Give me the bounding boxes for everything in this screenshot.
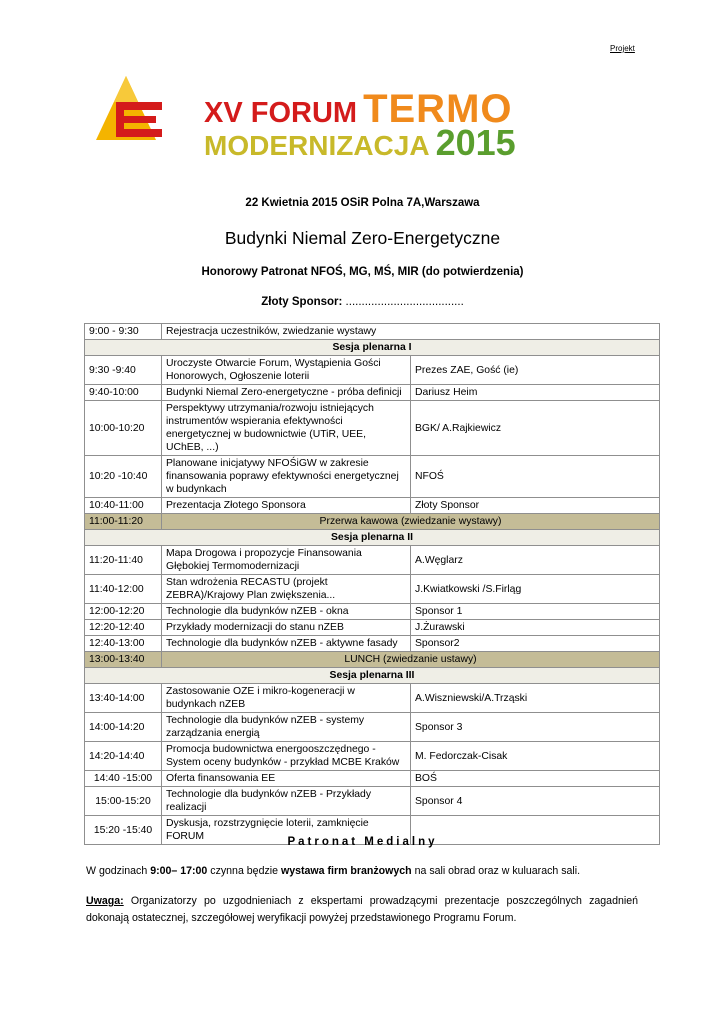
program-table xyxy=(84,323,660,845)
logo-line2-b: 2015 xyxy=(435,122,516,163)
time-cell: 9:00 - 9:30 xyxy=(85,324,162,340)
time-cell: 11:00-11:20 xyxy=(85,514,162,530)
logo-line1-a: XV FORUM xyxy=(204,97,358,129)
session-header: Sesja plenarna III xyxy=(85,668,660,684)
time-cell: 10:40-11:00 xyxy=(85,498,162,514)
gold-sponsor-line xyxy=(0,296,725,308)
organizer-note xyxy=(86,893,638,927)
topic-cell: Przykłady modernizacji do stanu nZEB xyxy=(162,620,411,636)
time-cell: 14:00-14:20 xyxy=(85,713,162,742)
table-row xyxy=(85,787,660,816)
topic-cell: Technologie dla budynków nZEB - okna xyxy=(162,604,411,620)
forum-logo xyxy=(92,72,522,172)
session-header: Sesja plenarna I xyxy=(85,340,660,356)
topic-cell: Promocja budownictwa energooszczędnego -System oceny budynków - przykład MCBE Kraków xyxy=(162,742,411,771)
break-row xyxy=(85,652,660,668)
speaker-cell: Sponsor2 xyxy=(411,636,660,652)
topic-cell: Technologie dla budynków nZEB - systemy zarządzania energią xyxy=(162,713,411,742)
time-cell: 11:40-12:00 xyxy=(85,575,162,604)
honorary-patronage: Honorowy Patronat NFOŚ, MG, MŚ, MIR (do potwierdzenia) xyxy=(201,266,524,278)
speaker-cell: A.Węglarz xyxy=(411,546,660,575)
sponsor-value: ..................................... xyxy=(342,296,464,308)
table-row xyxy=(85,684,660,713)
table-row xyxy=(85,575,660,604)
table-row xyxy=(85,620,660,636)
topic-cell: Prezentacja Złotego Sponsora xyxy=(162,498,411,514)
project-label: Projekt xyxy=(610,44,635,53)
time-cell: 11:20-11:40 xyxy=(85,546,162,575)
speaker-cell: Złoty Sponsor xyxy=(411,498,660,514)
topic-cell: Zastosowanie OZE i mikro-kogeneracji w budynkach nZEB xyxy=(162,684,411,713)
speaker-cell: M. Fedorczak-Cisak xyxy=(411,742,660,771)
table-row xyxy=(85,498,660,514)
topic-cell: Uroczyste Otwarcie Forum, Wystąpienia Gości Honorowych, Ogłoszenie loterii xyxy=(162,356,411,385)
time-cell: 10:20 -10:40 xyxy=(85,456,162,498)
time-cell: 13:00-13:40 xyxy=(85,652,162,668)
time-cell: 10:00-10:20 xyxy=(85,401,162,456)
table-row xyxy=(85,742,660,771)
session-header: Sesja plenarna II xyxy=(85,530,660,546)
table-row xyxy=(85,456,660,498)
time-cell: 12:00-12:20 xyxy=(85,604,162,620)
logo-triangle-icon xyxy=(92,72,182,144)
speaker-cell: J.Kwiatkowski /S.Firląg xyxy=(411,575,660,604)
topic-cell: Rejestracja uczestników, zwiedzanie wystawy xyxy=(162,324,660,340)
table-row xyxy=(85,636,660,652)
topic-cell: Oferta finansowania EE xyxy=(162,771,411,787)
note-label: Uwaga: xyxy=(86,895,124,907)
topic-cell: Mapa Drogowa i propozycje Finansowania Głębokiej Termomodernizacji xyxy=(162,546,411,575)
note-text: Organizatorzy po uzgodnieniach z ekspertami prowadzącymi prezentacje poszczególnych zagadnień dokonają ostatecznej, szczegółowej weryfikacji powyżej przedstawionego Programu Forum. xyxy=(86,895,638,924)
table-row xyxy=(85,324,660,340)
speaker-cell: NFOŚ xyxy=(411,456,660,498)
topic-cell: Technologie dla budynków nZEB - Przykłady realizacji xyxy=(162,787,411,816)
time-cell: 13:40-14:00 xyxy=(85,684,162,713)
table-row xyxy=(85,604,660,620)
break-label: Przerwa kawowa (zwiedzanie wystawy) xyxy=(162,514,660,530)
logo-line1-b: TERMO xyxy=(363,87,513,131)
table-row xyxy=(85,356,660,385)
time-cell: 12:20-12:40 xyxy=(85,620,162,636)
speaker-cell: Sponsor 1 xyxy=(411,604,660,620)
table-row xyxy=(85,401,660,456)
topic-cell: Budynki Niemal Zero-energetyczne - próba definicji xyxy=(162,385,411,401)
time-cell: 12:40-13:00 xyxy=(85,636,162,652)
break-row xyxy=(85,514,660,530)
topic-cell: Planowane inicjatywy NFOŚiGW w zakresie finansowania poprawy efektywności energetycznej w budynkach xyxy=(162,456,411,498)
sponsor-label: Złoty Sponsor: xyxy=(261,296,343,308)
topic-cell: Stan wdrożenia RECASTU (projekt ZEBRA)/Krajowy Plan zwiększenia... xyxy=(162,575,411,604)
event-title: Budynki Niemal Zero-Energetyczne xyxy=(224,228,501,248)
media-patronage-heading: Patronat Medialny xyxy=(287,836,438,848)
topic-cell: Technologie dla budynków nZEB - aktywne fasady xyxy=(162,636,411,652)
table-row xyxy=(85,546,660,575)
topic-cell: Perspektywy utrzymania/rozwoju istniejących instrumentów wspierania efektywności energetycznej w budownictwie (UTiR, UEE, UChEB, ...) xyxy=(162,401,411,456)
speaker-cell: BGK/ A.Rajkiewicz xyxy=(411,401,660,456)
time-cell: 9:30 -9:40 xyxy=(85,356,162,385)
speaker-cell: Prezes ZAE, Gość (ie) xyxy=(411,356,660,385)
speaker-cell: A.Wiszniewski/A.Trząski xyxy=(411,684,660,713)
table-row xyxy=(85,771,660,787)
logo-line2-a: MODERNIZACJA xyxy=(204,130,430,161)
time-cell: 15:00-15:20 xyxy=(85,787,162,816)
exhibition-note: W godzinach 9:00– 17:00 czynna będzie wystawa firm branżowych na sali obrad oraz w kuluarach sali. xyxy=(86,865,581,877)
event-date-place: 22 Kwietnia 2015 OSiR Polna 7A,Warszawa xyxy=(245,197,480,209)
time-cell: 14:40 -15:00 xyxy=(85,771,162,787)
time-cell: 14:20-14:40 xyxy=(85,742,162,771)
speaker-cell: Dariusz Heim xyxy=(411,385,660,401)
time-cell: 9:40-10:00 xyxy=(85,385,162,401)
table-row xyxy=(85,713,660,742)
topic-cell: Dyskusja, rozstrzygnięcie loterii, zamknięcie FORUM xyxy=(162,816,411,845)
speaker-cell: Sponsor 4 xyxy=(411,787,660,816)
break-label: LUNCH (zwiedzanie ustawy) xyxy=(162,652,660,668)
table-row xyxy=(85,385,660,401)
speaker-cell: J.Żurawski xyxy=(411,620,660,636)
speaker-cell: BOŚ xyxy=(411,771,660,787)
speaker-cell: Sponsor 3 xyxy=(411,713,660,742)
time-cell: 15:20 -15:40 xyxy=(85,816,162,845)
